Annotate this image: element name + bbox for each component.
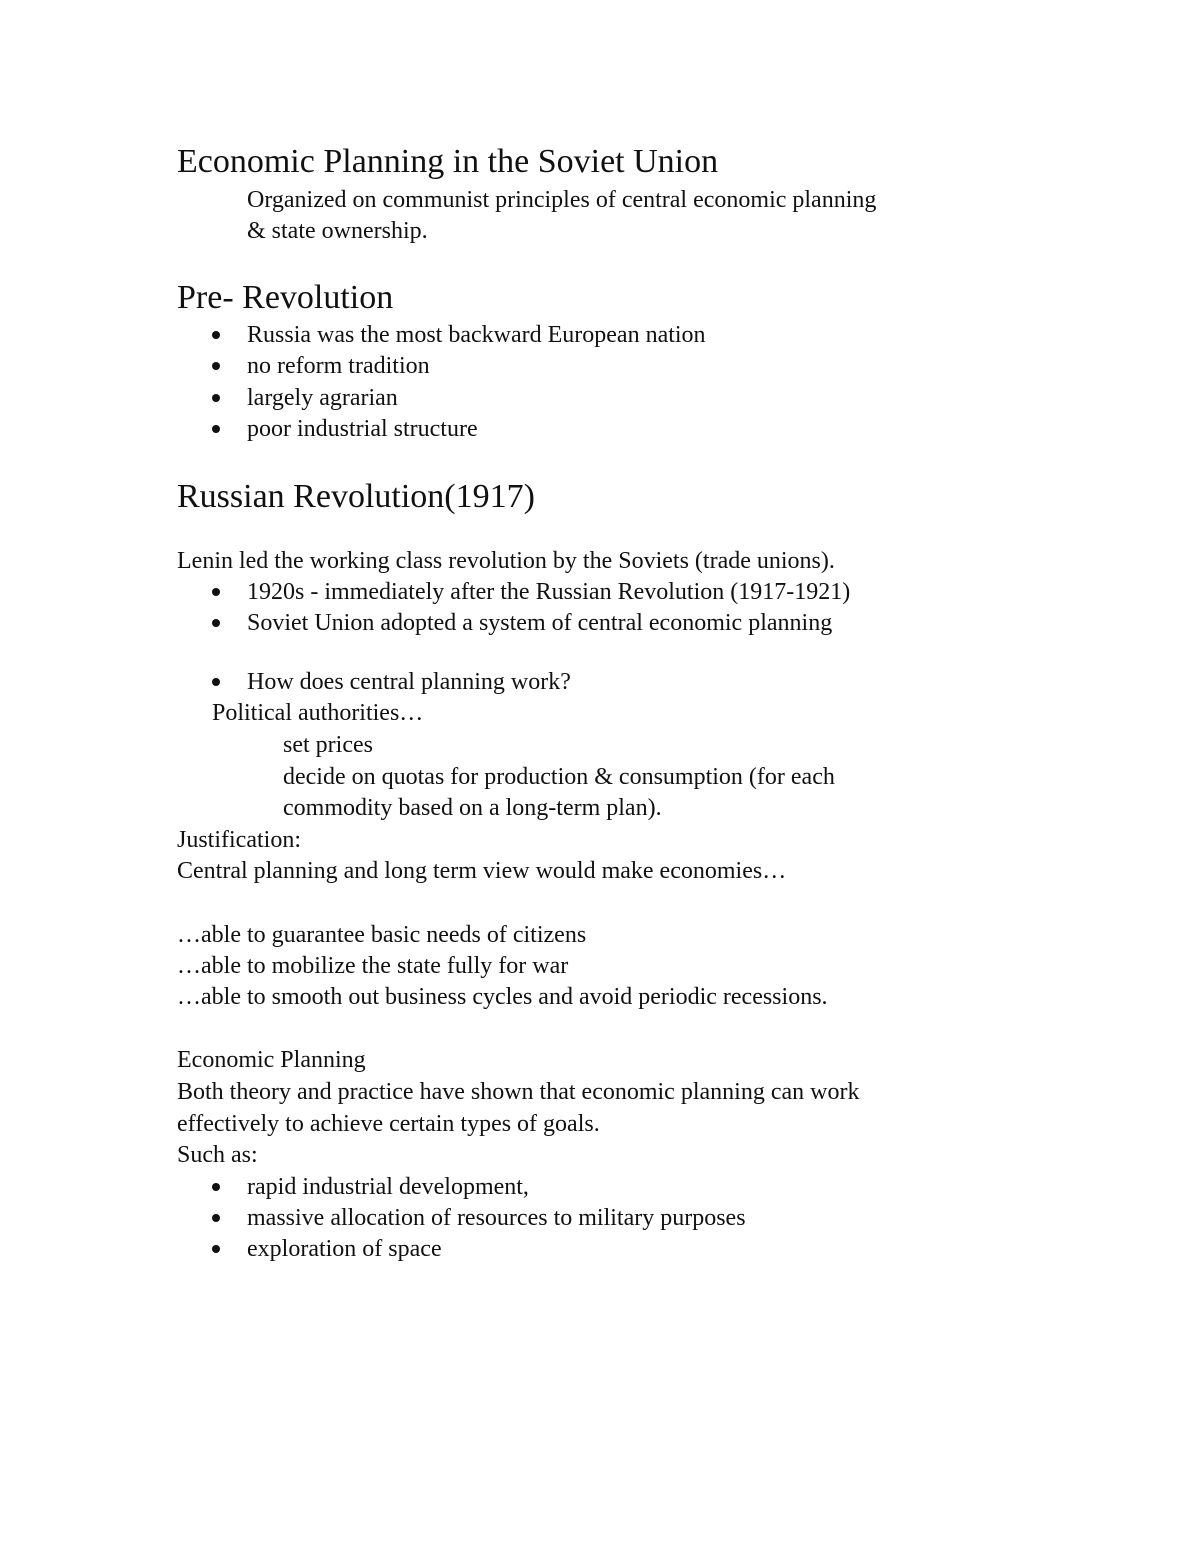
intro-line-2: & state ownership. (247, 218, 428, 244)
able-line: …able to smooth out business cycles and avoid periodic recessions. (177, 984, 828, 1010)
heading-russian-revolution: Russian Revolution(1917) (177, 478, 535, 515)
able-line: …able to guarantee basic needs of citizens (177, 922, 587, 948)
list-item: no reform tradition (247, 353, 430, 379)
list-item: exploration of space (247, 1236, 442, 1262)
list-item: poor industrial structure (247, 416, 478, 442)
such-as-label: Such as: (177, 1142, 258, 1168)
list-item: rapid industrial development, (247, 1174, 529, 1200)
justification-text: Central planning and long term view would make economies… (177, 858, 787, 884)
heading-pre-revolution: Pre- Revolution (177, 279, 394, 316)
paragraph-line-2: effectively to achieve certain types of goals. (177, 1111, 600, 1137)
list-item: massive allocation of resources to military purposes (247, 1205, 746, 1231)
list-item: largely agrarian (247, 385, 398, 411)
bullet-icon (212, 678, 220, 686)
bullet-icon (212, 425, 220, 433)
heading-economic-planning-soviet-union: Economic Planning in the Soviet Union (177, 143, 719, 180)
list-item: 1920s - immediately after the Russian Revolution (1917-1921) (247, 579, 851, 605)
bullet-icon (212, 619, 220, 627)
bullet-icon (212, 1214, 220, 1222)
bullet-icon (212, 362, 220, 370)
able-line: …able to mobilize the state fully for war (177, 953, 569, 979)
question-text: How does central planning work? (247, 669, 571, 695)
sub-item-quotas-line-1: decide on quotas for production & consumption (for each (283, 764, 835, 790)
lenin-lead-text: Lenin led the working class revolution by the Soviets (trade unions). (177, 548, 835, 574)
sub-item-quotas-line-2: commodity based on a long-term plan). (283, 795, 662, 821)
justification-label: Justification: (177, 827, 301, 853)
list-item: Russia was the most backward European nation (247, 322, 706, 348)
list-item: Soviet Union adopted a system of central economic planning (247, 610, 833, 636)
political-authorities-text: Political authorities… (212, 700, 424, 726)
bullet-icon (212, 331, 220, 339)
bullet-icon (212, 1183, 220, 1191)
bullet-icon (212, 1245, 220, 1253)
paragraph-line-1: Both theory and practice have shown that economic planning can work (177, 1079, 860, 1105)
intro-line-1: Organized on communist principles of central economic planning (247, 187, 877, 213)
heading-economic-planning: Economic Planning (177, 1047, 366, 1073)
bullet-icon (212, 394, 220, 402)
bullet-icon (212, 588, 220, 596)
sub-item-set-prices: set prices (283, 732, 373, 758)
